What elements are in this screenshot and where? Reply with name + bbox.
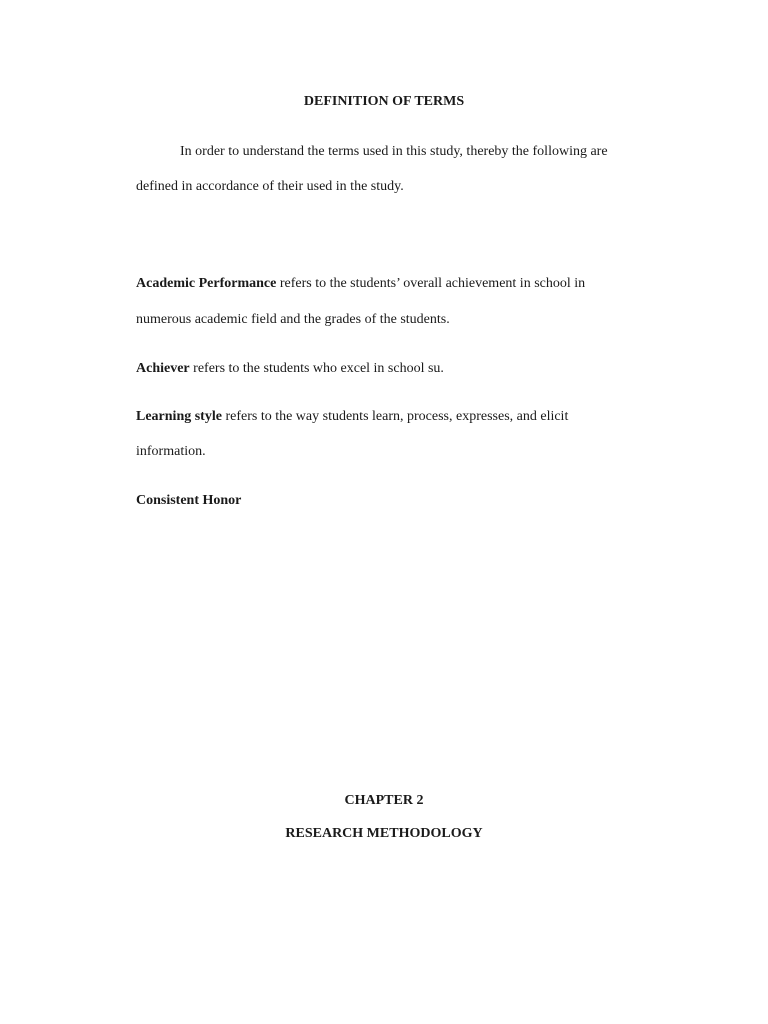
definition-achiever [136, 361, 444, 377]
definition-academic-performance-cont: numerous academic field and the grades of the students. [136, 312, 450, 327]
definition-learning-style [136, 409, 568, 425]
intro-line-1: In order to understand the terms used in this study, thereby the following are [180, 144, 608, 159]
definition-text: refers to the way students learn, process, expresses, and elicit [221, 409, 569, 424]
definition-text: refers to the students’ overall achievement in school in [276, 276, 586, 291]
intro-line-2: defined in accordance of their used in the study. [136, 179, 404, 194]
definition-learning-style-cont: information. [136, 444, 206, 459]
term-learning-style: Learning style [136, 409, 222, 424]
chapter-number: CHAPTER 2 [344, 793, 424, 808]
term-consistent-honor: Consistent Honor [136, 493, 242, 508]
definition-consistent-honor [136, 493, 241, 509]
term-academic-performance: Academic Performance [136, 276, 277, 291]
section-title: DEFINITION OF TERMS [303, 94, 465, 109]
chapter-title: RESEARCH METHODOLOGY [285, 826, 483, 841]
term-achiever: Achiever [136, 361, 190, 376]
definition-academic-performance [136, 276, 585, 292]
definition-text: refers to the students who excel in school su. [189, 361, 444, 376]
